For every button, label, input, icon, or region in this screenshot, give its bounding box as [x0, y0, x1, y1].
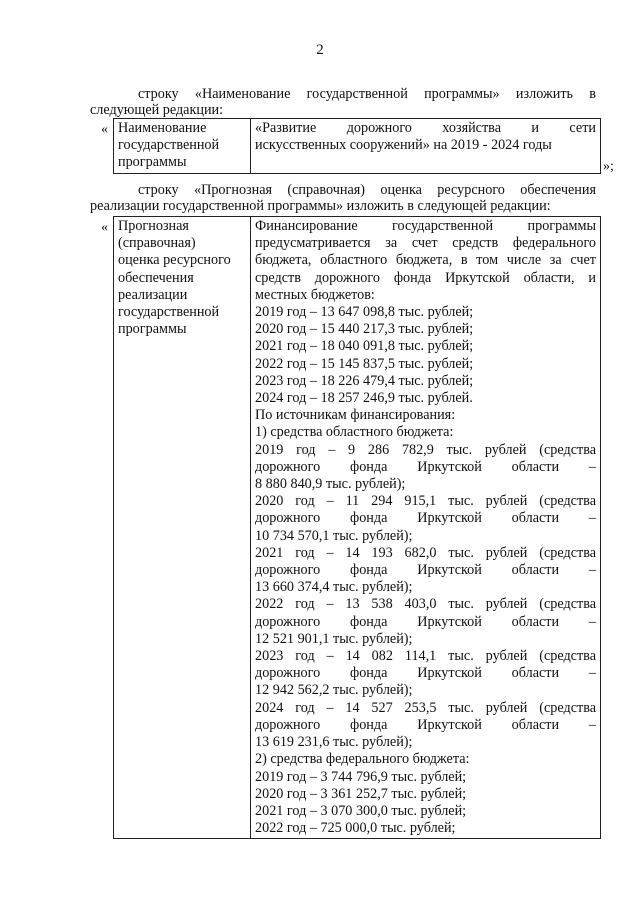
cell-line: дорожного фонда Иркутской области –	[255, 562, 596, 579]
cell-line: 8 880 840,9 тыс. рублей);	[255, 476, 406, 493]
cell-line: программы	[118, 321, 187, 338]
cell-line: «Развитие дорожного хозяйства и сети	[255, 120, 596, 136]
cell-line: местных бюджетов:	[255, 286, 375, 303]
cell-line: 12 942 562,2 тыс. рублей);	[255, 682, 413, 699]
cell-line: оценка ресурсного	[118, 252, 231, 269]
cell-line: 2022 год – 13 538 403,0 тыс. рублей (средства	[255, 596, 596, 613]
open-quote-mark: «	[101, 220, 108, 235]
table-cell-value	[251, 217, 601, 839]
cell-line: 2024 год – 18 257 246,9 тыс. рублей.	[255, 390, 473, 407]
cell-line: 1) средства областного бюджета:	[255, 424, 454, 441]
cell-line: 2022 год – 15 145 837,5 тыс. рублей;	[255, 355, 474, 372]
close-quote-mark: »;	[603, 159, 614, 174]
cell-line: Прогнозная	[118, 218, 189, 234]
cell-line: дорожного фонда Иркутской области –	[255, 716, 596, 733]
cell-line: средств дорожного фонда Иркутской области, и	[255, 269, 596, 286]
cell-line: 2019 год – 3 744 796,9 тыс. рублей;	[255, 768, 467, 785]
cell-line: По источникам финансирования:	[255, 407, 456, 424]
cell-line: 2022 год – 725 000,0 тыс. рублей;	[255, 820, 456, 837]
open-quote-mark: «	[101, 122, 108, 137]
paragraph-program-name-intro	[90, 86, 596, 118]
cell-line: 13 660 374,4 тыс. рублей);	[255, 579, 413, 596]
table-cell-label	[114, 119, 251, 174]
cell-line: 2023 год – 18 226 479,4 тыс. рублей;	[255, 372, 474, 389]
cell-line: 2024 год – 14 527 253,5 тыс. рублей (средства	[255, 699, 596, 716]
program-name-table	[113, 118, 601, 174]
cell-line: 2020 год – 15 440 217,3 тыс. рублей;	[255, 321, 474, 338]
cell-line: 2021 год – 14 193 682,0 тыс. рублей (средства	[255, 544, 596, 561]
cell-line: государственной	[118, 304, 220, 321]
cell-line: 2020 год – 11 294 915,1 тыс. рублей (средства	[255, 493, 596, 510]
cell-line: 10 734 570,1 тыс. рублей);	[255, 527, 413, 544]
cell-line: Финансирование государственной программы	[255, 218, 596, 234]
paragraph-line: строку «Наименование государственной программы» изложить в	[138, 86, 596, 102]
cell-line: 13 619 231,6 тыс. рублей);	[255, 734, 413, 751]
page-number: 2	[316, 42, 324, 58]
cell-line: государственной	[118, 137, 220, 154]
cell-line: обеспечения	[118, 269, 194, 286]
cell-line: программы	[118, 154, 187, 171]
table-row	[114, 119, 601, 174]
paragraph-line: реализации государственной программы» изложить в следующей редакции:	[90, 198, 551, 214]
cell-line: дорожного фонда Иркутской области –	[255, 665, 596, 682]
paragraph-resource-estimate-intro	[90, 182, 596, 214]
cell-line: дорожного фонда Иркутской области –	[255, 510, 596, 527]
cell-line: 2021 год – 3 070 300,0 тыс. рублей;	[255, 802, 467, 819]
cell-line: 2019 год – 13 647 098,8 тыс. рублей;	[255, 304, 474, 321]
cell-line: дорожного фонда Иркутской области –	[255, 613, 596, 630]
cell-line: 2019 год – 9 286 782,9 тыс. рублей (средства	[255, 441, 596, 458]
cell-line: Наименование	[118, 120, 207, 136]
paragraph-line: следующей редакции:	[90, 102, 224, 118]
cell-line: 12 521 901,1 тыс. рублей);	[255, 630, 413, 647]
paragraph-line: строку «Прогнозная (справочная) оценка ресурсного обеспечения	[138, 182, 596, 198]
table-row	[114, 217, 601, 839]
cell-line: 2023 год – 14 082 114,1 тыс. рублей (средства	[255, 648, 596, 665]
table-cell-value	[251, 119, 601, 174]
cell-line: 2020 год – 3 361 252,7 тыс. рублей;	[255, 785, 467, 802]
cell-line: 2) средства федерального бюджета:	[255, 751, 470, 768]
table-cell-label	[114, 217, 251, 839]
cell-line: искусственных сооружений» на 2019 - 2024 годы	[255, 137, 552, 154]
cell-line: 2021 год – 18 040 091,8 тыс. рублей;	[255, 338, 474, 355]
cell-line: реализации	[118, 286, 188, 303]
cell-line: предусматривается за счет средств федерального	[255, 235, 596, 252]
cell-line: дорожного фонда Иркутской области –	[255, 458, 596, 475]
cell-line: бюджета, областного бюджета, в том числе за счет	[255, 252, 596, 269]
cell-line: (справочная)	[118, 235, 196, 252]
resource-estimate-table	[113, 216, 601, 839]
